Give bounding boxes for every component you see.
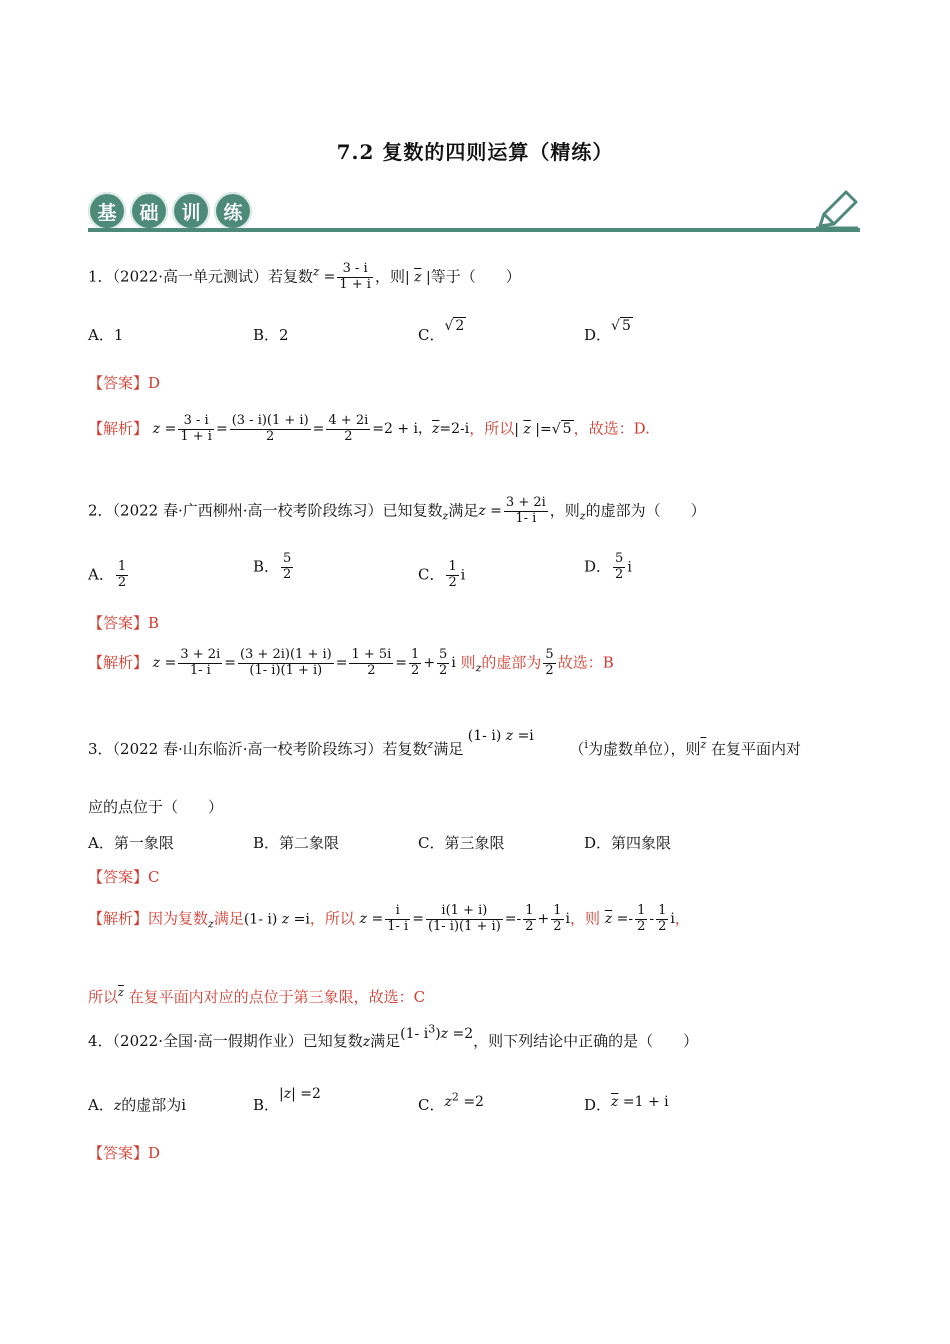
q1-analysis-formula: z = $\frac{3 - i}{1 + i}$ = $\frac{(3 - i)(1 + i)}{2}$ = $\frac{4 + 2i}{2}$ =2 + i，$\overline{z}=2-i$ [152,413,470,444]
q2-mid1: 满足 [448,501,479,520]
q2-analysis-label: 【解析】 [88,653,149,672]
q2-answer: 【答案】B [88,614,160,632]
q2-option-c: C． $\frac{1}{2}$ i [418,559,466,590]
q1-prefix: 1．（2022·高一单元测试）若复数 [88,267,313,286]
badge-3: 训 [172,192,210,230]
q2-option-d: D． $\frac{5}{2}$ i [584,551,632,582]
pencil-icon [814,186,860,230]
q3-line2: 应的点位于（ ） [88,798,224,816]
q1-analysis-label: 【解析】 [88,419,149,438]
q1-abs: | $\overline{z}$ | [404,269,431,286]
q1-answer: 【答案】D [88,374,161,392]
section-banner [88,192,860,238]
q4-option-a: A．z的虚部为i [88,1096,187,1114]
question-3: 3．（2022 春·山东临沂·高一校考阶段练习）若复数$^z$满足 (1- i) z =i （$^i$为虚数单位），则$^{\overline{z}}$ 在复平面内对 [88,728,802,758]
q1-analysis-end: ，故选：D. [573,419,650,438]
question-1 [88,262,521,293]
q3-analysis-b: 满足 [213,909,244,928]
q2-analysis-end: 故选：B [557,653,614,672]
q3-option-a: A．第一象限 [88,834,174,852]
q3-analysis: 【解析】因为复数$_z$满足(1- i) z =i，所以 z = $\frac{i}{1- i}$ = $\frac{i(1 + i)}{(1- i)(1 + i)}$ =- $\frac{1}{2}$ + $\frac{1}{2}$ i，则 $\overline{z}$ =- $\frac{1}{2}$ - $\frac{1}{2}$ i， [88,903,690,934]
q1-formula: $^z$ = $\frac{3 - i}{1 + i}$ [313,261,371,292]
q4-prefix: 4．（2022·全国·高一假期作业）已知复数 [88,1032,363,1050]
q2-option-b: B． $\frac{5}{2}$ [253,551,292,582]
q3-option-b: B．第二象限 [253,834,340,852]
q2-analysis-tail2: 的虚部为 [481,653,542,672]
badge-4: 练 [214,192,252,230]
q4-option-d: D．$\overline{z} =1 + i$ [584,1094,669,1114]
q4-mid: 满足 [370,1032,401,1050]
q3-analysis-line2-pre: 所以 [88,988,119,1006]
q3-option-d: D．第四象限 [584,834,672,852]
q1-option-d: D．√ 5 [584,318,631,344]
q3-analysis-formula: z = $\frac{i}{1- i}$ = $\frac{i(1 + i)}{(1- i)(1 + i)}$ =- $\frac{1}{2}$ + $\frac{1}{2}$ i [359,903,571,934]
q4-formula: (1- $i^3)z =2$ [400,1022,474,1042]
q3-analysis-a: 因为复数 [148,909,209,928]
q2-option-a: A． $\frac{1}{2}$ [88,559,127,590]
q3-mid1: 满足 [433,740,464,758]
q2-analysis-tail: 则 [460,653,476,672]
q3-prefix: 3．（2022 春·山东临沂·高一校考阶段练习）若复数 [88,740,428,758]
q1-option-c: C．√ 2 [418,318,465,344]
q1-option-a: A．1 [88,326,124,344]
q2-analysis-formula: z = $\frac{3 + 2i}{1- i}$ = $\frac{(3 + 2i)(1 + i)}{(1- i)(1 + i)}$ = $\frac{1 + 5i}{2}$ = $\frac{1}{2}$ + $\frac{5}{2}$ i [152,647,456,678]
q1-suffix: 等于（ ） [430,267,521,286]
q2-formula: z = $\frac{3 + 2i}{1- i}$ [478,495,546,526]
q2-mid2: ，则 [549,501,580,520]
badge-2: 础 [130,192,168,230]
q4-option-c: C．$z^2 =2$ [418,1090,484,1114]
q1-mid: ，则 [374,267,405,286]
q2-analysis: 【解析】 z = $\frac{3 + 2i}{1- i}$ = $\frac{(3 + 2i)(1 + i)}{(1- i)(1 + i)}$ = $\frac{1 + 5i}{2}$ = $\frac{1}{2}$ + $\frac{5}{2}$ i 则$_z$的虚部为 $\frac{5}{2}$ 故选：B [88,647,614,678]
q1-option-b: B．2 [253,326,289,344]
q4-suffix: ，则下列结论中正确的是（ ） [473,1032,699,1050]
q3-analysis-line2-text: 在复平面内对应的点位于第三象限，故选：C [128,988,426,1006]
q3-mid2: 为虚数单位），则 [587,740,701,758]
q3-answer: 【答案】C [88,868,160,886]
q3-analysis-line2: 所以$^{\overline{z}}$ 在复平面内对应的点位于第三象限，故选：C [88,986,426,1006]
q3-option-c: C．第三象限 [418,834,505,852]
q3-suffix: 在复平面内对 [711,740,802,758]
q4-option-b: B．|z| =2 [253,1086,321,1114]
question-2: 2．（2022 春·广西柳州·高一校考阶段练习）已知复数$_z$满足z = $\frac{3 + 2i}{1- i}$ ，则$_z$的虚部为（ ） [88,495,706,526]
q3-formula: (1- i) z =i [463,728,570,744]
badge-1: 基 [88,192,126,230]
page-title: 7.2 复数的四则运算（精练） [336,140,614,164]
q1-analysis-tail: ，所以 [469,419,515,438]
banner-divider [88,228,860,232]
section-badges [88,192,252,230]
q1-analysis: 【解析】 z = $\frac{3 - i}{1 + i}$ = $\frac{(3 - i)(1 + i)}{2}$ = $\frac{4 + 2i}{2}$ =2 + i，$\overline{z}=2-i$，所以| $\overline{z}$ |=√ 5 ，故选：D. [88,413,650,444]
q3-analysis-d: ，则 [570,909,601,928]
q3-analysis-c: ，所以 [309,909,355,928]
q4-answer: 【答案】D [88,1144,161,1162]
q3-analysis-label: 【解析】 [88,909,149,928]
q2-suffix: 的虚部为（ ） [585,501,706,520]
question-4: 4．（2022·全国·高一假期作业）已知复数z满足(1- $i^3)z =2$，则下列结论中正确的是（ ） [88,1022,699,1050]
q2-prefix: 2．（2022 春·广西柳州·高一校考阶段练习）已知复数 [88,501,443,520]
